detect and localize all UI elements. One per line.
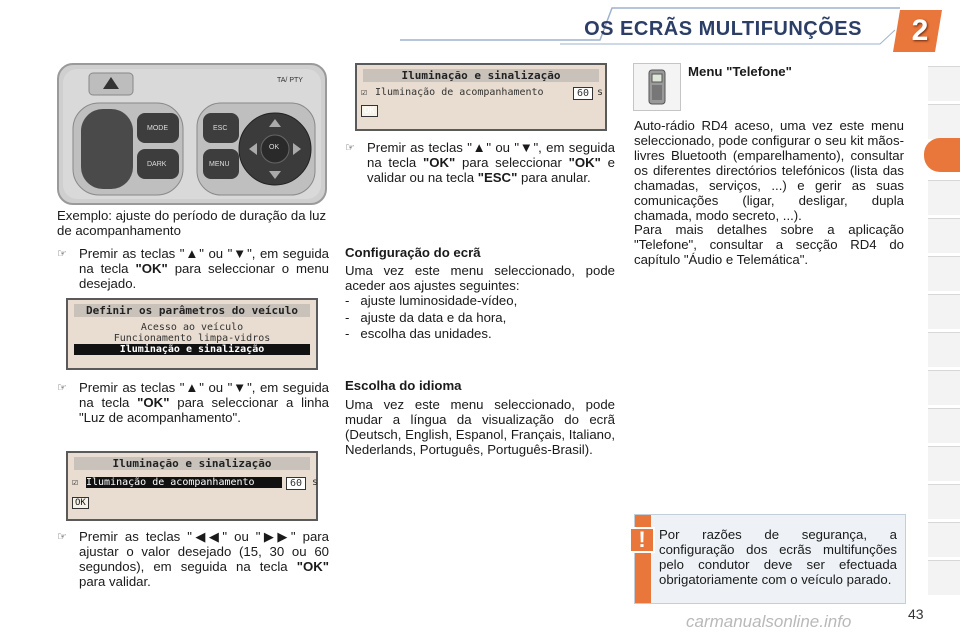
- bullet-icon: ☞: [57, 247, 67, 260]
- step-4-text-mid2: e validar ou na tecla: [367, 155, 616, 185]
- control-panel-image: [57, 63, 327, 205]
- page-title: OS ECRÃS MULTIFUNÇÕES: [584, 18, 862, 40]
- chapter-badge: [898, 10, 942, 54]
- esc-label: ESC: [213, 125, 228, 132]
- config-item: - escolha das unidades.: [345, 326, 492, 341]
- ok-key-text: "OK": [423, 155, 456, 170]
- chapter-tabs: [928, 66, 960, 586]
- warning-box: [634, 514, 906, 604]
- warning-text: Por razões de segurança, a configuração dos ecrãs multifunções pelo condutor deve ser efectuada obrigatoriamente com o veículo parado.: [659, 527, 897, 587]
- step-4: [345, 140, 615, 185]
- screen-line-selected: Iluminação de acompanhamento: [86, 477, 282, 488]
- chapter-tab[interactable]: [928, 332, 960, 367]
- chapter-tab[interactable]: [928, 180, 960, 215]
- dark-label: DARK: [147, 161, 167, 168]
- step-4-text: Premir as teclas "▲" ou "▼", em seguida na tecla: [367, 140, 615, 170]
- watermark: carmanualsonline.info: [686, 612, 852, 631]
- mode-label: MODE: [147, 125, 168, 132]
- screen-title: Iluminação e sinalização: [74, 457, 310, 470]
- phone-icon: [633, 63, 681, 111]
- chapter-tab[interactable]: [928, 104, 960, 139]
- step-4-text-end: para anular.: [517, 170, 591, 185]
- screen-title: Iluminação e sinalização: [363, 69, 599, 82]
- step-3: [57, 529, 329, 589]
- config-intro: Uma vez este menu seleccionado, pode aceder aos ajustes seguintes:: [345, 263, 615, 293]
- bullet-icon: ☞: [57, 381, 67, 394]
- chapter-tab[interactable]: [928, 446, 960, 481]
- chapter-tab[interactable]: [928, 256, 960, 291]
- bullet-icon: ☞: [345, 141, 355, 154]
- ta-pty-label: TA/ PTY: [277, 77, 303, 84]
- section-title-language: Escolha do idioma: [345, 378, 462, 393]
- config-item-text: ajuste luminosidade-vídeo,: [360, 293, 518, 308]
- phone-paragraph-2: Para mais detalhes sobre a aplicação "Telefone", consultar a secção RD4 do capítulo "Áudio e Telemática".: [634, 222, 904, 267]
- chapter-tab[interactable]: [928, 408, 960, 443]
- menu-label: MENU: [209, 161, 230, 168]
- ok-key-text: "OK": [568, 155, 601, 170]
- config-item: - ajuste luminosidade-vídeo,: [345, 293, 518, 308]
- example-caption: Exemplo: ajuste do período de duração da luz de acompanhamento: [57, 208, 327, 238]
- checkbox-icon: ☑: [72, 477, 79, 488]
- screen-line: Iluminação de acompanhamento: [375, 87, 544, 98]
- unit-label: s: [597, 87, 604, 98]
- screen-line: Acesso ao veículo: [140, 322, 244, 333]
- step-2: [57, 380, 329, 425]
- screen-lighting: [66, 451, 318, 521]
- config-item: - ajuste da data e da hora,: [345, 310, 507, 325]
- exclamation-icon: !: [629, 527, 655, 553]
- step-1: [57, 246, 329, 291]
- screen-title: Definir os parâmetros do veículo: [74, 304, 310, 317]
- step-3-text-end: para validar.: [79, 574, 151, 589]
- screen-line-selected: Iluminação e sinalização: [74, 344, 310, 355]
- ok-key-text: "OK": [135, 261, 168, 276]
- phone-paragraph-1: Auto-rádio RD4 aceso, uma vez este menu seleccionado, pode configurar o seu kit mãos-livres Bluetooth (emparelhamento), consultar os diferentes directórios telefónicos (lista das chamadas, serviços, ...) e gerir as suas comunicações (ligar, desligar, dupla chamada, modo secreto, ...).: [634, 118, 904, 223]
- chapter-tab[interactable]: [928, 484, 960, 519]
- chapter-tab[interactable]: [928, 66, 960, 101]
- esc-key-text: "ESC": [477, 170, 518, 185]
- section-title-phone: Menu "Telefone": [688, 64, 792, 79]
- step-4-text-mid: para seleccionar: [455, 155, 569, 170]
- screen-ok-button-selected: OK: [361, 105, 378, 117]
- bullet-icon: ☞: [57, 530, 67, 543]
- chapter-tab[interactable]: [928, 218, 960, 253]
- checkbox-icon: ☑: [361, 87, 368, 98]
- chapter-tab[interactable]: [928, 370, 960, 405]
- config-item-text: escolha das unidades.: [360, 326, 492, 341]
- step-1-text-end: para seleccionar o menu desejado.: [79, 261, 330, 291]
- page-header: [0, 0, 960, 52]
- screen-ok-button: OK: [72, 497, 89, 509]
- screen-lighting-2: [355, 63, 607, 131]
- section-title-config: Configuração do ecrã: [345, 245, 481, 260]
- step-3-text: Premir as teclas "◀◀" ou "▶▶" para ajustar o valor desejado (15, 30 ou 60 segundos), em seguida na tecla: [79, 529, 329, 574]
- value-box: 60: [573, 87, 593, 100]
- step-1-text: Premir as teclas "▲" ou "▼", em seguida na tecla: [79, 246, 329, 276]
- config-item-text: ajuste da data e da hora,: [360, 310, 507, 325]
- chapter-tab[interactable]: [928, 560, 960, 595]
- chapter-tab[interactable]: [928, 522, 960, 557]
- unit-label: s: [312, 477, 319, 488]
- language-text: Uma vez este menu seleccionado, pode mudar a língua da visualização do ecrã (Deutsch, English, Espanol, Français, Italiano, Nederlands, Português, Português-Brasil).: [345, 397, 615, 457]
- page-number: 43: [908, 606, 924, 622]
- ok-key-text: "OK": [296, 559, 329, 574]
- step-2-text-end: para seleccionar a linha "Luz de acompanhamento".: [79, 395, 329, 425]
- value-box: 60: [286, 477, 306, 490]
- ok-label: OK: [269, 144, 280, 151]
- screen-line: Funcionamento limpa-vidros: [113, 333, 271, 344]
- chapter-tab[interactable]: [928, 294, 960, 329]
- chapter-tab-active[interactable]: [924, 138, 960, 172]
- screen-parameters: [66, 298, 318, 370]
- step-2-text: Premir as teclas "▲" ou "▼", em seguida na tecla: [79, 380, 329, 410]
- ok-key-text: "OK": [137, 395, 170, 410]
- chapter-number: 2: [911, 14, 929, 47]
